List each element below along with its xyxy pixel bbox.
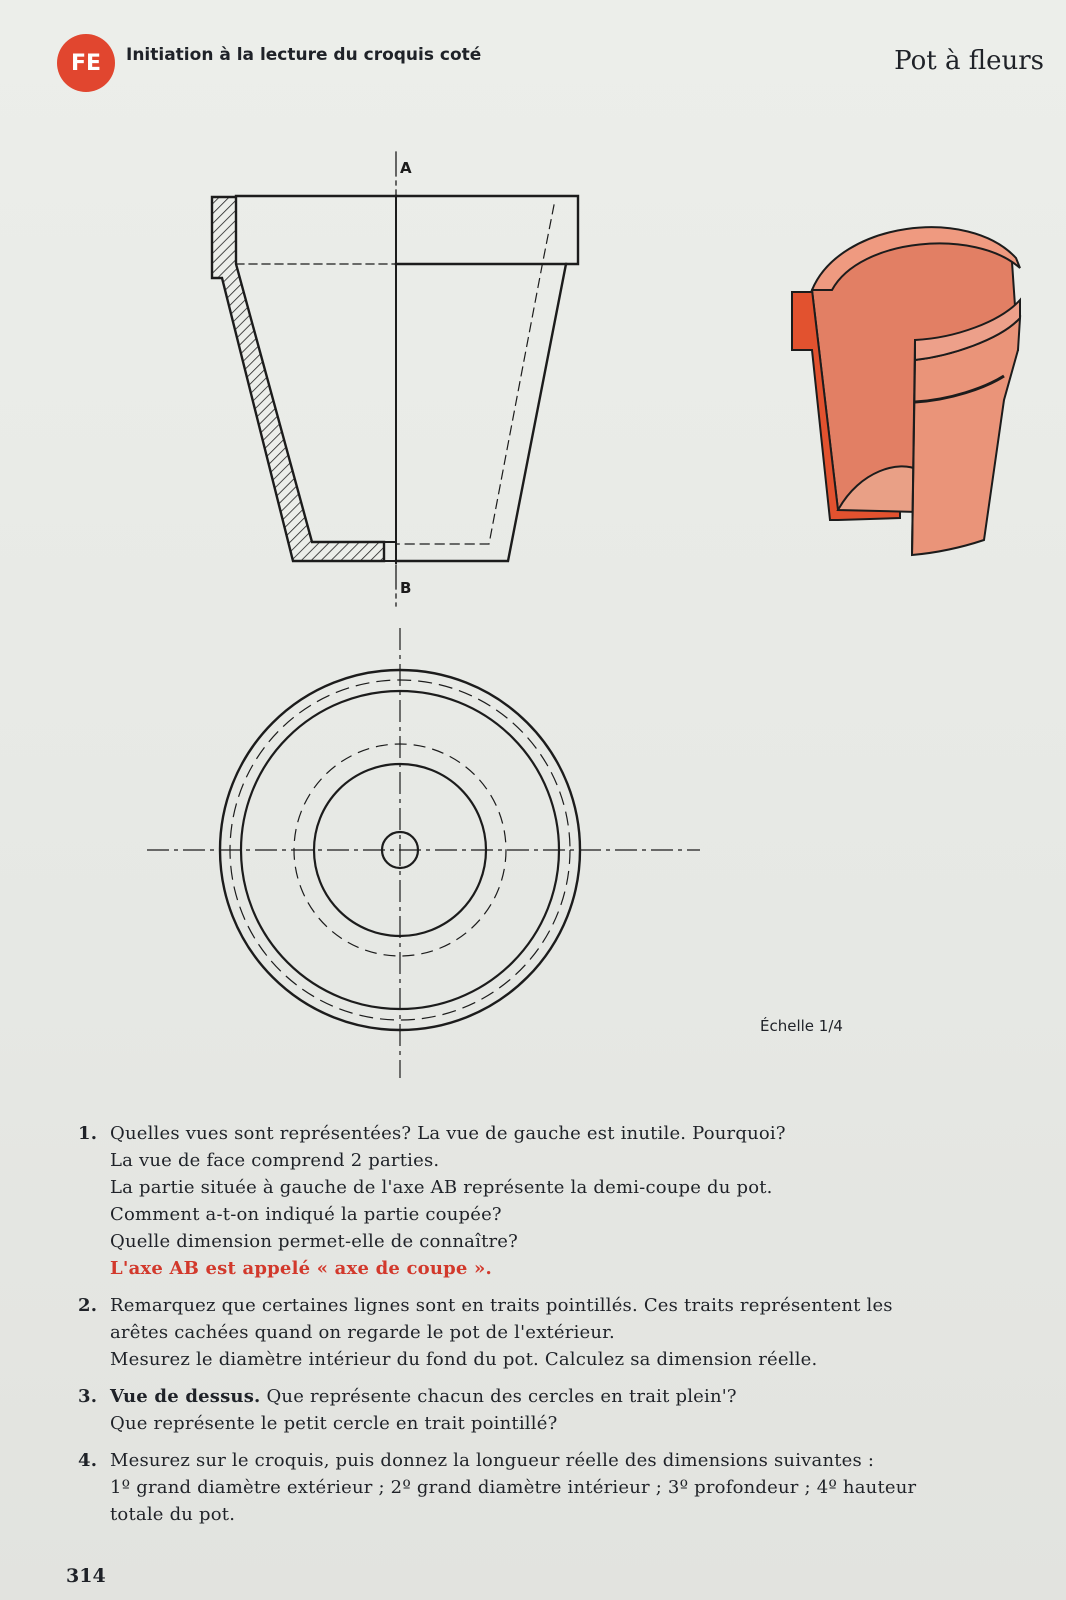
question-line: arêtes cachées quand on regarde le pot de l'extérieur.	[110, 1322, 615, 1343]
pot-illustration	[792, 227, 1020, 555]
question-line: Comment a-t-on indiqué la partie coupée?	[110, 1204, 502, 1225]
questions-list	[78, 1120, 1038, 1538]
question-lead: Vue de dessus.	[110, 1386, 261, 1407]
question-line: Quelle dimension permet-elle de connaître?	[110, 1231, 519, 1252]
question-4	[78, 1447, 1038, 1528]
axis-label-a: A	[400, 159, 412, 177]
question-number: 3.	[78, 1386, 98, 1407]
question-line: La partie située à gauche de l'axe AB représente la demi-coupe du pot.	[110, 1177, 773, 1198]
question-line: 1º grand diamètre extérieur ; 2º grand diamètre intérieur ; 3º profondeur ; 4º hauteur	[110, 1477, 917, 1498]
question-number: 2.	[78, 1295, 98, 1316]
question-1	[78, 1120, 1038, 1282]
question-line: totale du pot.	[110, 1504, 236, 1525]
question-line: Remarquez que certaines lignes sont en traits pointillés. Ces traits représentent les	[110, 1295, 893, 1316]
axis-label-b: B	[400, 579, 412, 597]
question-number: 1.	[78, 1123, 98, 1144]
question-line: Quelles vues sont représentées? La vue de gauche est inutile. Pourquoi?	[110, 1123, 786, 1144]
question-line: Mesurez sur le croquis, puis donnez la longueur réelle des dimensions suivantes :	[110, 1450, 875, 1471]
question-line: Mesurez le diamètre intérieur du fond du pot. Calculez sa dimension réelle.	[110, 1349, 818, 1370]
section-subtitle: Initiation à la lecture du croquis coté	[126, 45, 482, 65]
question-2	[78, 1292, 1038, 1373]
question-line: La vue de face comprend 2 parties.	[110, 1150, 440, 1171]
section-badge: FE	[57, 34, 115, 92]
top-view	[147, 628, 700, 1078]
scale-label: Échelle 1/4	[760, 1017, 843, 1035]
highlight-note: L'axe AB est appelé « axe de coupe ».	[110, 1258, 492, 1279]
page-title: Pot à fleurs	[894, 46, 1044, 76]
question-number: 4.	[78, 1450, 98, 1471]
question-line: Que représente le petit cercle en trait pointillé?	[110, 1413, 558, 1434]
front-view-half-section	[212, 152, 578, 606]
question-3	[78, 1383, 1038, 1437]
cut-section-hatching	[212, 197, 384, 561]
question-line: Que représente chacun des cercles en trait plein'?	[266, 1386, 737, 1407]
page-number: 314	[66, 1565, 106, 1587]
